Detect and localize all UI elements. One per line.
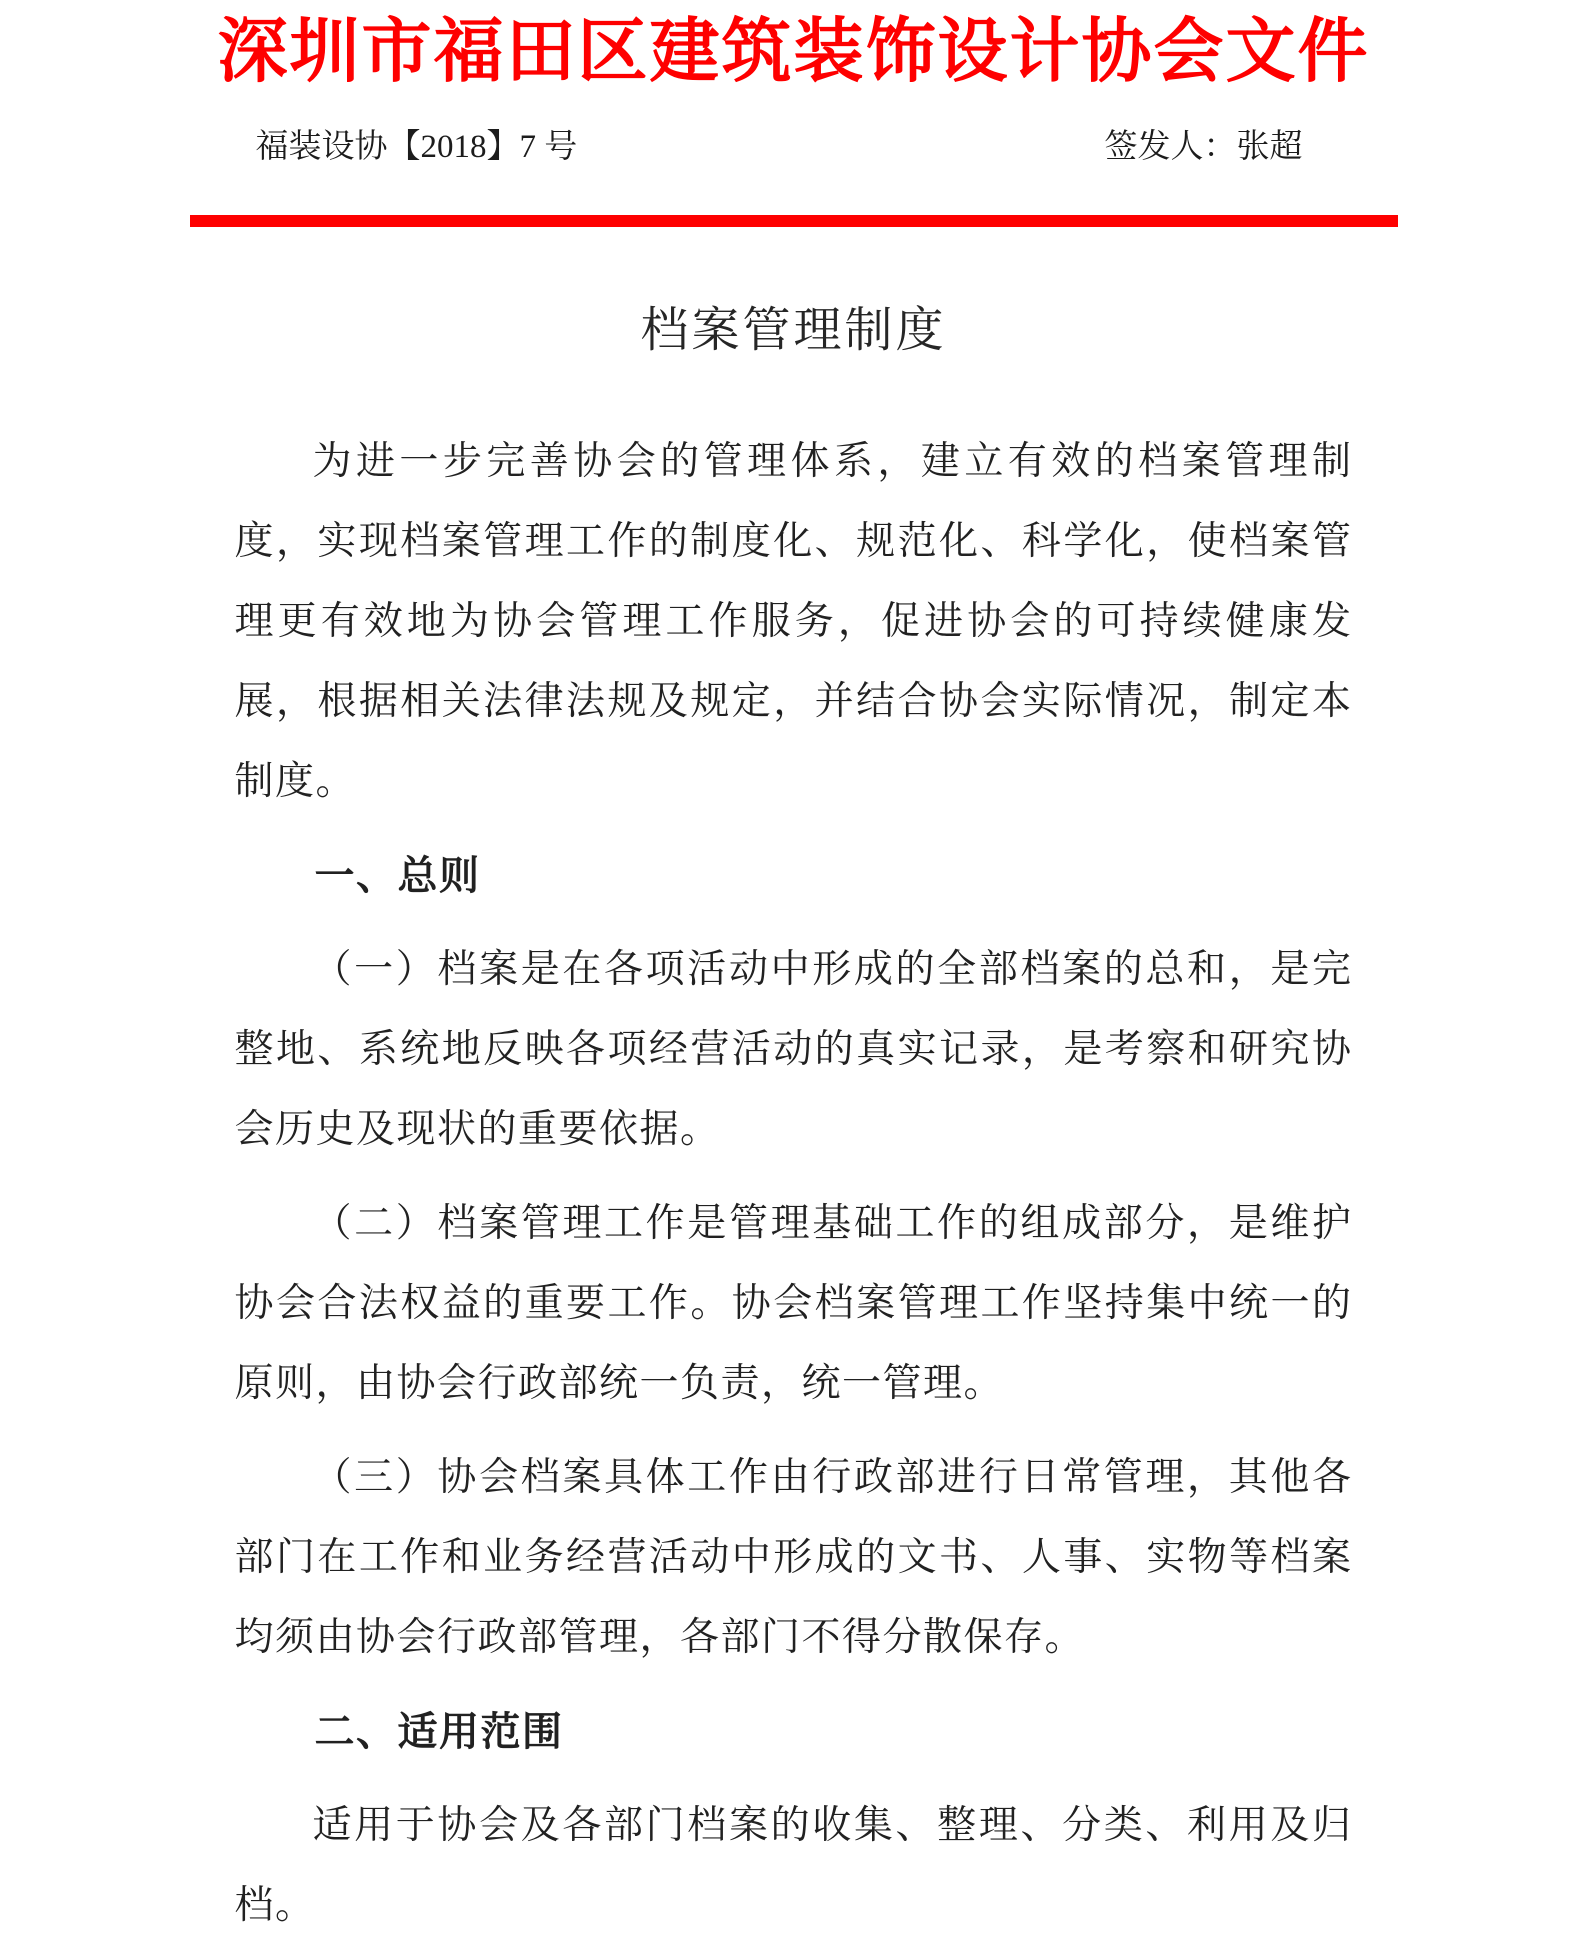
document-title: 档案管理制度 [640, 304, 947, 358]
org-letterhead-title: 深圳市福田区建筑装饰设计协会文件 [217, 14, 1370, 91]
red-divider-rule [190, 215, 1398, 227]
document-body [235, 422, 1353, 1946]
section-heading: 一、总则 [314, 853, 481, 899]
header-meta-row [190, 126, 1398, 169]
section-heading: 二、适用范围 [314, 1709, 564, 1755]
document-paragraph: （一）档案是在各项活动中形成的全部档案的总和，是完整地、系统地反映各项经营活动的真实记录，是考察和研究协会历史及现状的重要依据。 [234, 948, 1353, 1152]
document-paragraph: （三）协会档案具体工作由行政部进行日常管理，其他各部门在工作和业务经营活动中形成的文书、人事、实物等档案均须由协会行政部管理，各部门不得分散保存。 [234, 1456, 1353, 1660]
doc-number: 福装设协【2018】7 号 [255, 129, 578, 166]
document-paragraph: 为进一步完善协会的管理体系，建立有效的档案管理制度，实现档案管理工作的制度化、规范化、科学化，使档案管理更有效地为协会管理工作服务，促进协会的可持续健康发展，根据相关法律法规及规定，并结合协会实际情况，制定本制度。 [234, 440, 1353, 804]
document-paragraph: 适用于协会及各部门档案的收集、整理、分类、利用及归档。 [234, 1804, 1353, 1928]
signer-label: 签发人：张超 [1104, 129, 1303, 166]
document-page [190, 14, 1398, 1946]
document-paragraph: （二）档案管理工作是管理基础工作的组成部分，是维护协会合法权益的重要工作。协会档案管理工作坚持集中统一的原则，由协会行政部统一负责，统一管理。 [234, 1202, 1353, 1406]
